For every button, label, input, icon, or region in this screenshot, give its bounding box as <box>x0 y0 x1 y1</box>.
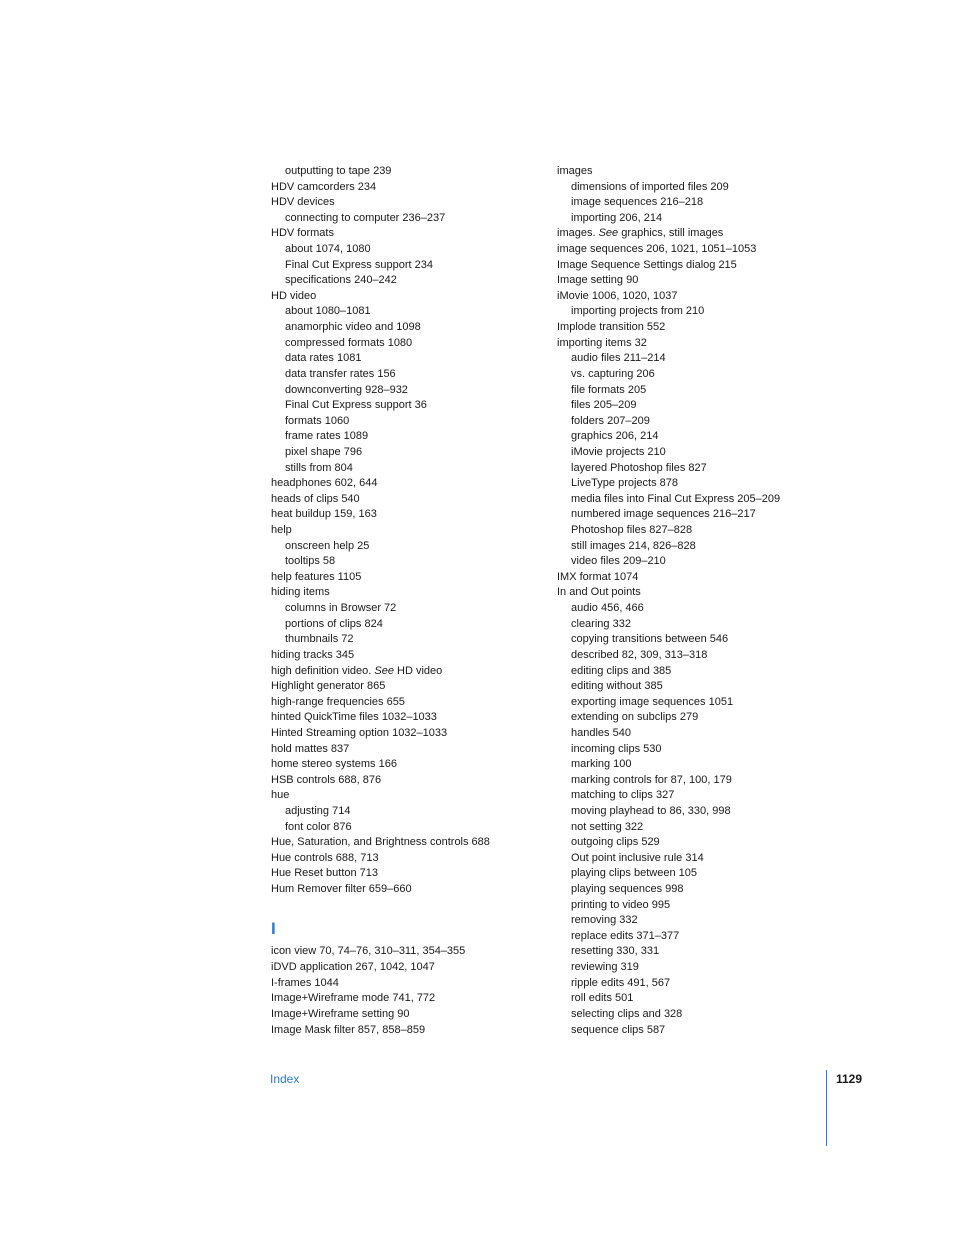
index-entry: headphones 602, 644 <box>271 477 378 490</box>
index-subentry: roll edits 501 <box>571 992 634 1005</box>
index-subentry: sequence clips 587 <box>571 1023 666 1036</box>
index-entry: I-frames 1044 <box>271 976 339 989</box>
index-entry: high-range frequencies 655 <box>271 695 405 708</box>
index-subentry: Final Cut Express support 234 <box>285 258 433 271</box>
index-entry: hiding items <box>271 586 330 599</box>
index-subentry: data transfer rates 156 <box>285 367 396 380</box>
index-subentry: adjusting 714 <box>285 804 351 817</box>
index-subentry: Photoshop files 827–828 <box>571 524 693 537</box>
index-subentry: copying transitions between 546 <box>571 633 729 646</box>
index-entry: Implode transition 552 <box>557 321 666 334</box>
index-entry: hinted QuickTime files 1032–1033 <box>271 711 437 724</box>
footer-divider <box>826 1070 827 1146</box>
index-subentry: handles 540 <box>571 726 631 739</box>
index-entry: hold mattes 837 <box>271 742 350 755</box>
index-entry: hue <box>271 789 290 802</box>
index-subentry: formats 1060 <box>285 414 350 427</box>
index-subentry: media files into Final Cut Express 205–209 <box>571 492 781 505</box>
index-subentry: Final Cut Express support 36 <box>285 399 427 412</box>
index-subentry: still images 214, 826–828 <box>571 539 696 552</box>
index-subentry: reviewing 319 <box>571 961 639 974</box>
index-entry: help <box>271 524 292 537</box>
index-subentry: selecting clips and 328 <box>571 1007 683 1020</box>
index-subentry: printing to video 995 <box>571 898 671 911</box>
index-subentry: about 1080–1081 <box>285 305 371 318</box>
index-entry <box>557 226 827 242</box>
index-subentry: iMovie projects 210 <box>571 445 666 458</box>
index-subentry: font color 876 <box>285 820 352 833</box>
index-subentry: tooltips 58 <box>285 555 336 568</box>
see-target: HD video <box>393 664 443 677</box>
index-entry: HD video <box>271 289 317 302</box>
index-subentry: incoming clips 530 <box>571 742 662 755</box>
index-subentry: about 1074, 1080 <box>285 243 371 256</box>
index-entry <box>271 664 541 680</box>
index-subentry: numbered image sequences 216–217 <box>571 508 756 521</box>
index-subentry: stills from 804 <box>285 461 353 474</box>
index-entry: importing items 32 <box>557 336 647 349</box>
index-entry: heads of clips 540 <box>271 492 360 505</box>
index-entry: home stereo systems 166 <box>271 758 397 771</box>
index-subentry: specifications 240–242 <box>285 274 397 287</box>
index-subentry: moving playhead to 86, 330, 998 <box>571 804 731 817</box>
index-entry: image sequences 206, 1021, 1051–1053 <box>557 243 757 256</box>
index-subentry: clearing 332 <box>571 617 631 630</box>
index-entry: heat buildup 159, 163 <box>271 508 377 521</box>
index-entry: HDV camcorders 234 <box>271 180 377 193</box>
index-entry: Hue Reset button 713 <box>271 867 379 880</box>
index-subentry: portions of clips 824 <box>285 617 383 630</box>
index-entry: hiding tracks 345 <box>271 648 355 661</box>
index-subentry: anamorphic video and 1098 <box>285 321 421 334</box>
index-column-left <box>271 164 541 1038</box>
index-subentry: described 82, 309, 313–318 <box>571 648 708 661</box>
index-subentry: importing projects from 210 <box>571 305 705 318</box>
index-section-letter: I <box>271 919 276 939</box>
index-subentry: video files 209–210 <box>571 555 666 568</box>
index-subentry: replace edits 371–377 <box>571 929 680 942</box>
index-subentry: pixel shape 796 <box>285 445 363 458</box>
index-entry: Hue controls 688, 713 <box>271 851 379 864</box>
index-subentry: graphics 206, 214 <box>571 430 659 443</box>
index-entry: HDV formats <box>271 227 334 240</box>
index-entry: help features 1105 <box>271 570 362 583</box>
index-subentry: importing 206, 214 <box>571 211 663 224</box>
index-entry: Hue, Saturation, and Brightness controls 688 <box>271 836 490 849</box>
index-subentry: vs. capturing 206 <box>571 367 655 380</box>
index-subentry: removing 332 <box>571 914 638 927</box>
index-subentry: not setting 322 <box>571 820 644 833</box>
section-spacer <box>271 898 541 914</box>
index-subentry: editing without 385 <box>571 680 663 693</box>
index-subentry: image sequences 216–218 <box>571 196 704 209</box>
index-entry: Hum Remover filter 659–660 <box>271 883 412 896</box>
index-entry: icon view 70, 74–76, 310–311, 354–355 <box>271 945 466 958</box>
index-subentry: folders 207–209 <box>571 414 650 427</box>
index-subentry: frame rates 1089 <box>285 430 369 443</box>
index-subentry: LiveType projects 878 <box>571 477 679 490</box>
index-subentry: ripple edits 491, 567 <box>571 976 671 989</box>
index-subentry: playing sequences 998 <box>571 883 684 896</box>
see-reference: See <box>374 664 394 677</box>
index-entry: HSB controls 688, 876 <box>271 773 382 786</box>
page-number: 1129 <box>836 1072 863 1086</box>
index-subentry: file formats 205 <box>571 383 647 396</box>
index-subentry: audio 456, 466 <box>571 602 644 615</box>
index-subentry: resetting 330, 331 <box>571 945 660 958</box>
index-entry: Image+Wireframe setting 90 <box>271 1007 410 1020</box>
index-subentry: columns in Browser 72 <box>285 602 397 615</box>
index-subentry: dimensions of imported files 209 <box>571 180 729 193</box>
index-entry: HDV devices <box>271 196 335 209</box>
index-subentry: editing clips and 385 <box>571 664 672 677</box>
index-subentry: audio files 211–214 <box>571 352 666 365</box>
index-subentry: layered Photoshop files 827 <box>571 461 707 474</box>
index-subentry: thumbnails 72 <box>285 633 354 646</box>
index-subentry: onscreen help 25 <box>285 539 370 552</box>
index-entry: IMX format 1074 <box>557 570 639 583</box>
index-subentry: matching to clips 327 <box>571 789 675 802</box>
see-target: graphics, still images <box>618 227 724 240</box>
index-subentry: marking controls for 87, 100, 179 <box>571 773 732 786</box>
index-subentry: connecting to computer 236–237 <box>285 211 446 224</box>
index-subentry: outgoing clips 529 <box>571 836 660 849</box>
index-entry: Highlight generator 865 <box>271 680 386 693</box>
index-entry: Image Sequence Settings dialog 215 <box>557 258 737 271</box>
index-subentry: outputting to tape 239 <box>285 165 392 177</box>
index-subentry: downconverting 928–932 <box>285 383 408 396</box>
index-entry: images <box>557 165 593 177</box>
index-column-right <box>557 164 827 1038</box>
see-reference: See <box>598 227 619 240</box>
index-entry: Image+Wireframe mode 741, 772 <box>271 992 436 1005</box>
index-subentry: marking 100 <box>571 758 632 771</box>
index-entry: Image Mask filter 857, 858–859 <box>271 1023 426 1036</box>
index-subentry: playing clips between 105 <box>571 867 697 880</box>
index-entry: iDVD application 267, 1042, 1047 <box>271 961 435 974</box>
footer-section-label: Index <box>270 1072 300 1086</box>
index-subentry: data rates 1081 <box>285 352 362 365</box>
entry-text: images. <box>557 227 599 240</box>
index-subentry: files 205–209 <box>571 399 637 412</box>
index-entry: Hinted Streaming option 1032–1033 <box>271 726 448 739</box>
index-entry: Image setting 90 <box>557 274 639 287</box>
index-subentry: exporting image sequences 1051 <box>571 695 734 708</box>
entry-text: high definition video. <box>271 664 375 677</box>
index-subentry: Out point inclusive rule 314 <box>571 851 704 864</box>
index-subentry: compressed formats 1080 <box>285 336 413 349</box>
index-subentry: extending on subclips 279 <box>571 711 699 724</box>
index-entry: iMovie 1006, 1020, 1037 <box>557 289 678 302</box>
index-entry: In and Out points <box>557 586 641 599</box>
